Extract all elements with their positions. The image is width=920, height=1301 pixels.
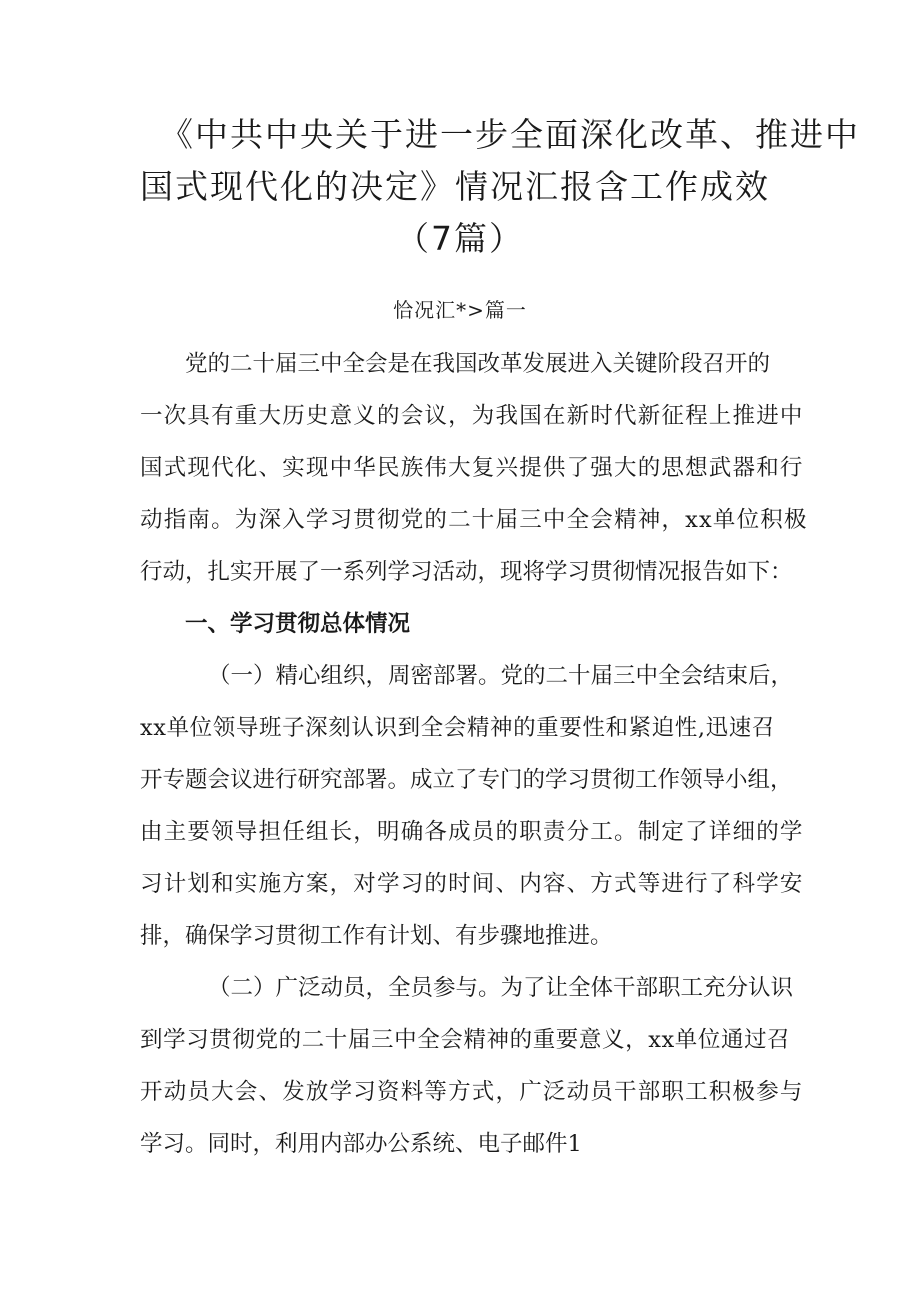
body-line: 国式现代化、实现中华民族伟大复兴提供了强大的思想武器和行 xyxy=(140,455,804,481)
body-line: 到学习贯彻党的二十届三中全会精神的重要意义，xx单位通过召 xyxy=(140,1027,791,1053)
body-line: 动指南。为深入学习贯彻党的二十届三中全会精神，xx单位积极 xyxy=(140,507,808,533)
body-line: 党的二十届三中全会是在我国改革发展进入关键阶段召开的 xyxy=(185,351,771,377)
body-line: xx单位领导班子深刻认识到全会精神的重要性和紧迫性,迅速召 xyxy=(140,715,775,741)
section-heading: 一、学习贯彻总体情况 xyxy=(185,611,411,637)
body-line: 由主要领导担任组长，明确各成员的职责分工。制定了详细的学 xyxy=(140,819,804,845)
document-title-line-3: （7篇） xyxy=(396,219,524,258)
body-line: 一次具有重大历史意义的会议，为我国在新时代新征程上推进中 xyxy=(140,403,804,429)
document-body xyxy=(140,338,808,1170)
body-line: 开专题会议进行研究部署。成立了专门的学习贯彻工作领导小组， xyxy=(140,767,793,793)
body-line: 行动，扎实开展了一系列学习活动，现将学习贯彻情况报告如下： xyxy=(140,559,793,585)
body-line: 排，确保学习贯彻工作有计划、有步骤地推进。 xyxy=(140,923,613,949)
section-subtitle: 恰况汇*>篇一 xyxy=(393,298,527,322)
body-line: 习计划和实施方案，对学习的时间、内容、方式等进行了科学安 xyxy=(140,871,804,897)
body-line: 开动员大会、发放学习资料等方式，广泛动员干部职工积极参与 xyxy=(140,1079,804,1105)
document-title-line-1: 《中共中央关于进一步全面深化改革、推进中 xyxy=(160,115,860,154)
body-line: （一）精心组织，周密部署。党的二十届三中全会结束后， xyxy=(208,663,794,689)
body-line: 学习。同时，利用内部办公系统、电子邮件1 xyxy=(140,1131,582,1157)
document-title-line-2: 国式现代化的决定》情况汇报含工作成效 xyxy=(140,167,770,206)
body-line: （二）广泛动员，全员参与。为了让全体干部职工充分认识 xyxy=(208,975,794,1001)
